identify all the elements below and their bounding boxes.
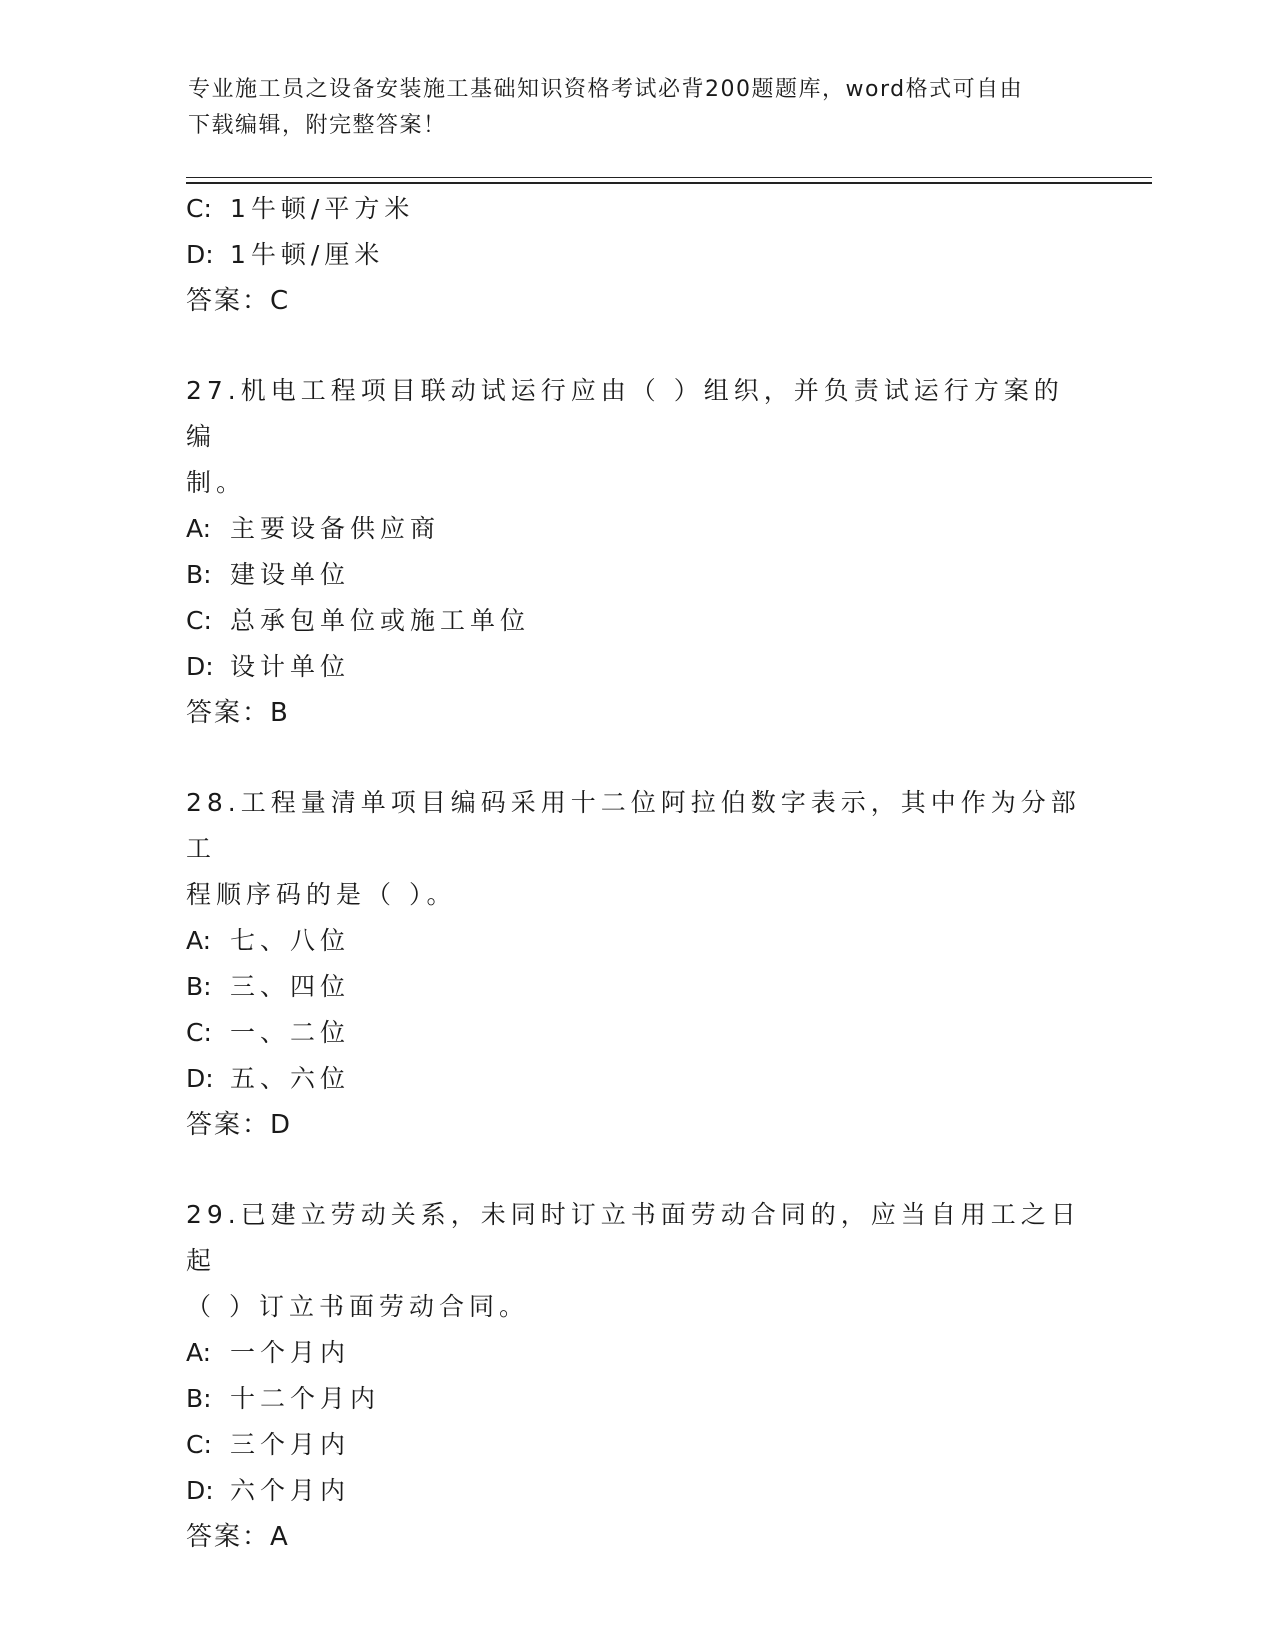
option-c [186,186,1086,232]
option-text: 六个月内 [230,1476,351,1505]
question-list [186,186,1086,1560]
option-b [186,1376,1086,1422]
option-text: 设计单位 [230,652,351,681]
option-key: D: [186,652,214,681]
header-divider-thick [186,182,1152,184]
option-text: 主要设备供应商 [230,514,441,543]
option-key: C: [186,194,212,223]
question-text [186,780,1086,918]
spacer [186,1148,1086,1192]
question-text-line-1: 27.机电工程项目联动试运行应由（ ）组织，并负责试运行方案的编 [186,376,1064,451]
option-text: 七、八位 [230,926,351,955]
option-text: 一、二位 [230,1018,351,1047]
question-29 [186,1192,1086,1560]
option-text: 1牛顿/厘米 [230,240,385,269]
option-key: C: [186,606,212,635]
document-header [188,72,1068,144]
option-key: A: [186,926,212,955]
option-d [186,644,1086,690]
answer-line: 答案：D [186,1110,293,1140]
spacer [186,324,1086,368]
option-text: 建设单位 [230,560,351,589]
question-26-continuation [186,186,1086,324]
option-b [186,552,1086,598]
question-text [186,368,1086,506]
header-title-line-2: 下载编辑，附完整答案！ [188,113,447,138]
header-title-line-1: 专业施工员之设备安装施工基础知识资格考试必背200题题库，word格式可自由 [188,77,1024,102]
option-d [186,232,1086,278]
spacer [186,736,1086,780]
option-a [186,918,1086,964]
question-text-line-1: 28.工程量清单项目编码采用十二位阿拉伯数字表示，其中作为分部工 [186,788,1081,863]
question-text-line-1: 29.已建立劳动关系，未同时订立书面劳动合同的，应当自用工之日起 [186,1200,1081,1275]
option-text: 1牛顿/平方米 [230,194,415,223]
option-a [186,1330,1086,1376]
option-key: B: [186,560,212,589]
option-d [186,1056,1086,1102]
option-key: D: [186,240,214,269]
option-key: B: [186,1384,212,1413]
option-key: A: [186,514,212,543]
option-c [186,598,1086,644]
option-d [186,1468,1086,1514]
option-c [186,1010,1086,1056]
option-text: 三、四位 [230,972,351,1001]
question-text [186,1192,1086,1330]
option-key: B: [186,972,212,1001]
option-key: A: [186,1338,212,1367]
question-text-line-2: 程顺序码的是（ ）。 [186,880,457,909]
option-key: D: [186,1064,214,1093]
option-text: 一个月内 [230,1338,351,1367]
question-28 [186,780,1086,1148]
header-divider-thin [186,177,1152,178]
option-a [186,506,1086,552]
answer-line: 答案：B [186,698,290,728]
option-text: 十二个月内 [230,1384,381,1413]
question-text-line-2: 制。 [186,468,247,497]
option-text: 三个月内 [230,1430,351,1459]
option-b [186,964,1086,1010]
option-key: C: [186,1018,212,1047]
answer-line: 答案：A [186,1522,290,1552]
question-text-line-2: （ ）订立书面劳动合同。 [186,1292,529,1321]
option-c [186,1422,1086,1468]
option-text: 总承包单位或施工单位 [230,606,531,635]
answer-line: 答案：C [186,286,291,316]
question-27 [186,368,1086,736]
option-text: 五、六位 [230,1064,351,1093]
option-key: D: [186,1476,214,1505]
option-key: C: [186,1430,212,1459]
